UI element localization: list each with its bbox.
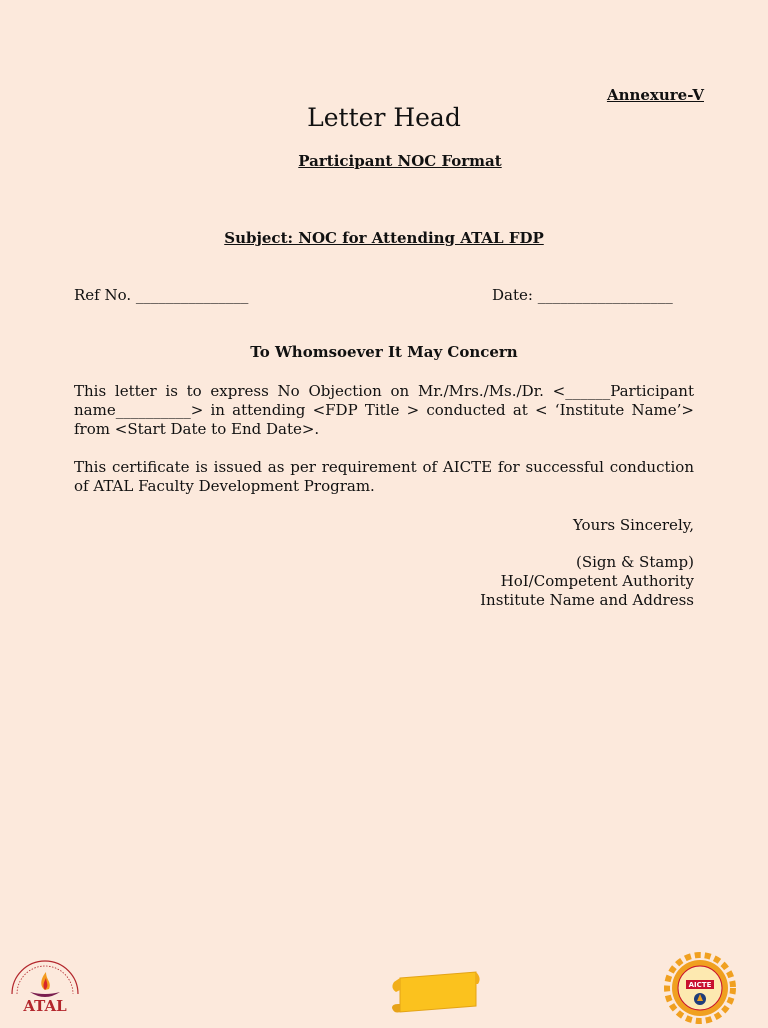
annexure-label: Annexure-V xyxy=(606,86,704,104)
closing-line: Yours Sincerely, xyxy=(572,516,694,534)
certificate-paragraph: This certificate is issued as per requirement of AICTE for successful conduction of ATAL Faculty Development Program. xyxy=(74,458,694,495)
scroll-decoration xyxy=(388,966,484,1016)
aicte-logo xyxy=(664,952,736,1024)
ref-number-line: Ref No. _______________ xyxy=(74,286,249,304)
noc-paragraph: This letter is to express No Objection on Mr./Mrs./Ms./Dr. <______Participant name__________> in attending <FDP Title > conducted at < ‘Institute Name’> from <Start Date to End Date>. xyxy=(74,382,694,438)
salutation-heading: To Whomsoever It May Concern xyxy=(250,343,518,361)
date-line: Date: __________________ xyxy=(492,286,673,304)
aicte-logo-text: AICTE xyxy=(688,981,712,989)
atal-logo-text: ATAL xyxy=(23,997,67,1015)
authority-line: HoI/Competent Authority xyxy=(500,572,694,590)
letter-head-title: Letter Head xyxy=(307,103,461,132)
atal-logo xyxy=(6,956,84,1016)
signature-block xyxy=(480,553,694,610)
format-title: Participant NOC Format xyxy=(298,152,502,170)
subject-line: Subject: NOC for Attending ATAL FDP xyxy=(224,229,544,247)
institute-address-line: Institute Name and Address xyxy=(480,591,694,609)
sign-stamp-line: (Sign & Stamp) xyxy=(575,553,694,571)
